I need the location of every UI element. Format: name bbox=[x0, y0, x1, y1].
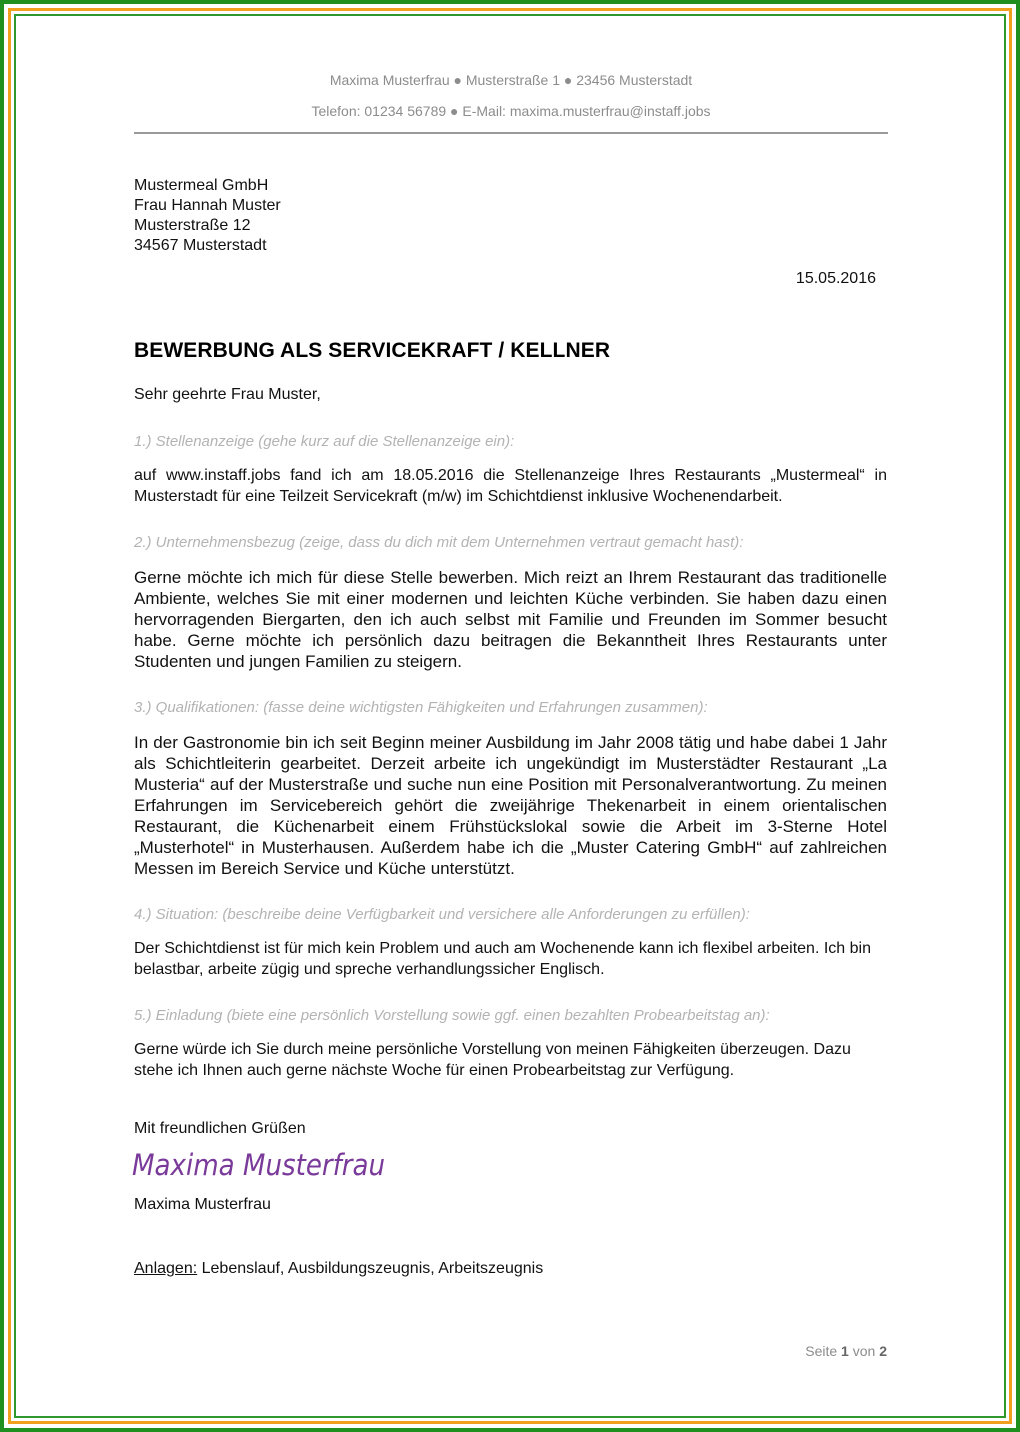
section-hint-2: 2.) Unternehmensbezug (zeige, dass du dich mit dem Unternehmen vertraut gemacht hast): bbox=[134, 534, 744, 551]
section-hint-3: 3.) Qualifikationen: (fasse deine wichtigsten Fähigkeiten und Erfahrungen zusammen): bbox=[134, 699, 708, 716]
section-text-5: Gerne würde ich Sie durch meine persönliche Vorstellung von meinen Fähigkeiten überzeugen. Dazu stehe ich Ihnen auch gerne nächste Woche für einen Probearbeitstag zur Verfügung. bbox=[134, 1041, 851, 1079]
section-hint-5: 5.) Einladung (biete eine persönlich Vorstellung sowie ggf. einen bezahlten Probearbeitstag an): bbox=[134, 1007, 770, 1024]
sender-address-line: Maxima Musterfrau ● Musterstraße 1 ● 23456 Musterstadt bbox=[329, 72, 693, 88]
recipient-person: Frau Hannah Muster bbox=[134, 197, 281, 214]
section-text-1: auf www.instaff.jobs fand ich am 18.05.2016 die Stellenanzeige Ihres Restaurants „Mustermeal“ in Musterstadt für eine Teilzeit Servicekraft (m/w) im Schichtdienst inklusive Wochenendarbeit. bbox=[134, 467, 887, 505]
section-text-4: Der Schichtdienst ist für mich kein Problem und auch am Wochenende kann ich flexibel arbeiten. Ich bin belastbar, arbeite zügig und spreche verhandlungssicher Englisch. bbox=[134, 940, 871, 978]
page-number-of: von bbox=[852, 1343, 876, 1359]
page-number-current: 1 bbox=[841, 1343, 849, 1359]
recipient-address bbox=[134, 176, 281, 256]
section-text-3: In der Gastronomie bin ich seit Beginn meiner Ausbildung im Jahr 2008 tätig und habe dabei 1 Jahr als Schichtleiterin gearbeitet. Derzeit arbeite ich ungekündigt im Musterstädter Restaurant „La Musteria“ auf der Musterstraße und suche nun eine Position mit Personalverantwortung. Zu meinen Erfahrungen im Servicebereich gehört die zweijährige Thekenarbeit in einem orientalischen Restaurant, die Küchenarbeit einem Frühstückslokal sowie die Arbeit im 3-Sterne Hotel „Musterhotel“ in Musterhausen. Außerdem habe ich die „Muster Catering GmbH“ auf zahlreichen Messen im Bereich Service und Küche unterstützt. bbox=[134, 733, 887, 878]
recipient-company: Mustermeal GmbH bbox=[134, 177, 269, 194]
header-divider bbox=[134, 132, 888, 134]
section-text-2: Gerne möchte ich mich für diese Stelle bewerben. Mich reizt an Ihrem Restaurant das traditionelle Ambiente, welches Sie mit einer modernen und leichten Küche verbinden. Sie haben dazu einen hervorragenden Biergarten, den ich auch selbst mit Familie und Freunden im Sommer besucht habe. Gerne möchte ich persönlich dazu beitragen die Bekanntheit Ihres Restaurants unter Studenten und jungen Familien zu steigern. bbox=[134, 568, 887, 671]
page-number-total: 2 bbox=[879, 1343, 887, 1359]
letter-date: 15.05.2016 bbox=[795, 270, 876, 287]
salutation: Sehr geehrte Frau Muster, bbox=[134, 386, 321, 403]
section-hint-1: 1.) Stellenanzeige (gehe kurz auf die Stellenanzeige ein): bbox=[134, 433, 515, 450]
recipient-street: Musterstraße 12 bbox=[134, 217, 251, 234]
attachments bbox=[134, 1260, 543, 1278]
page-number-prefix: Seite bbox=[805, 1343, 838, 1359]
closing-phrase: Mit freundlichen Grüßen bbox=[134, 1120, 306, 1137]
page-number bbox=[805, 1343, 887, 1359]
recipient-city: 34567 Musterstadt bbox=[134, 237, 267, 254]
letter-subject: BEWERBUNG ALS SERVICEKRAFT / KELLNER bbox=[134, 339, 611, 362]
attachments-list: Lebenslauf, Ausbildungszeugnis, Arbeitszeugnis bbox=[201, 1260, 544, 1277]
attachments-label: Anlagen: bbox=[134, 1260, 198, 1277]
signature: Maxima Musterfrau bbox=[132, 1148, 386, 1182]
section-hint-4: 4.) Situation: (beschreibe deine Verfügbarkeit und versichere alle Anforderungen zu erfüllen): bbox=[134, 906, 750, 923]
sender-contact-line: Telefon: 01234 56789 ● E-Mail: maxima.musterfrau@instaff.jobs bbox=[311, 103, 711, 119]
sender-name: Maxima Musterfrau bbox=[134, 1196, 271, 1213]
